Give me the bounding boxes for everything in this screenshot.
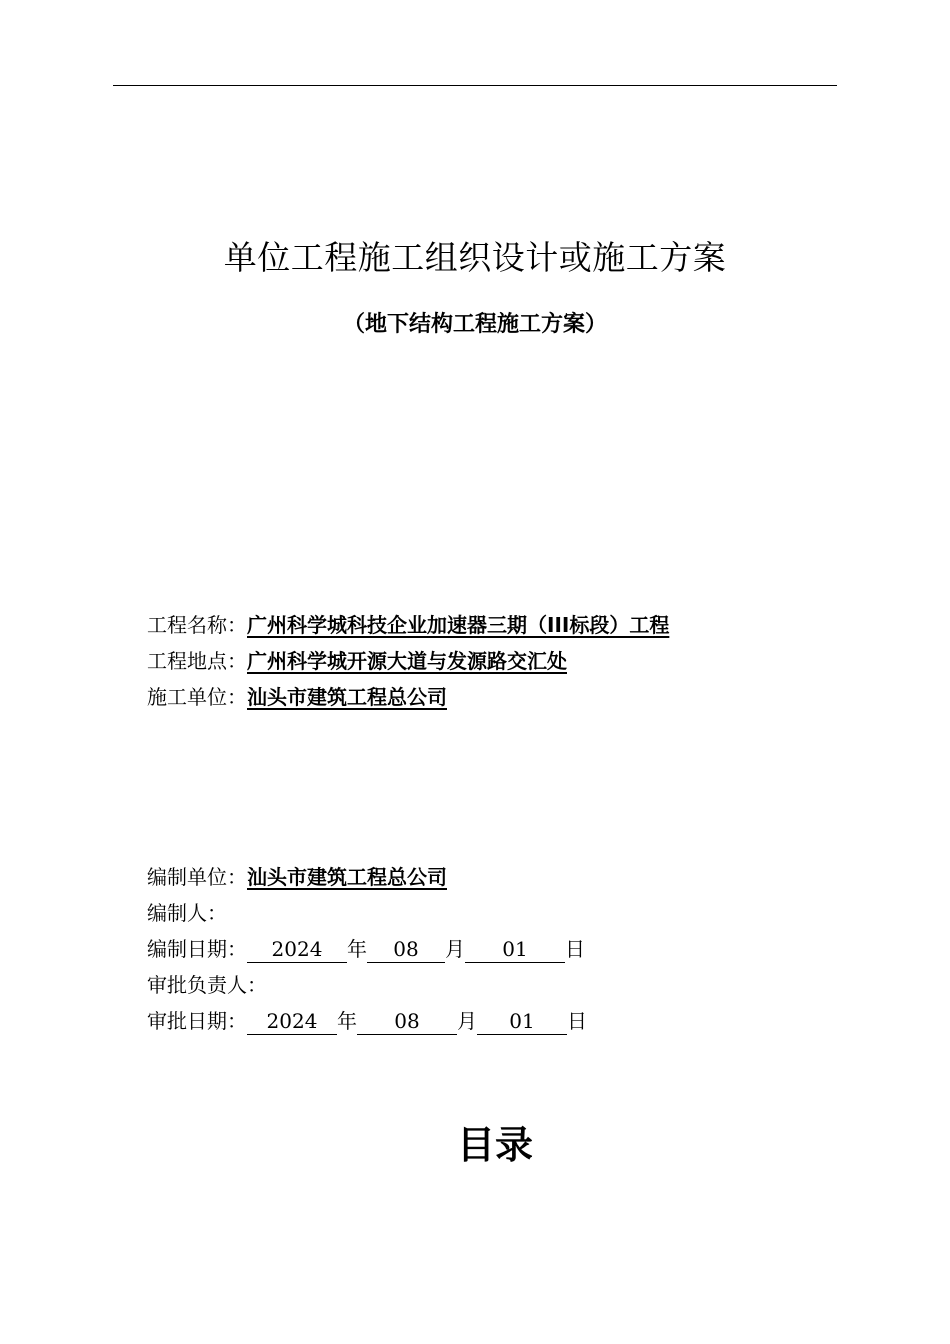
approve-month-field: 08 bbox=[357, 1008, 457, 1035]
approve-date-label: 审批日期： bbox=[147, 1009, 247, 1033]
project-location-value: 广州科学城开源大道与发源路交汇处 bbox=[247, 649, 567, 673]
compile-month-char: 月 bbox=[445, 937, 465, 961]
approve-year-char: 年 bbox=[337, 1009, 357, 1033]
compile-date-label: 编制日期： bbox=[147, 937, 247, 961]
approve-month-char: 月 bbox=[457, 1009, 477, 1033]
document-title: 单位工程施工组织设计或施工方案 bbox=[223, 238, 727, 277]
compile-year-char: 年 bbox=[347, 937, 367, 961]
approver-label: 审批负责人： bbox=[147, 973, 267, 997]
approve-day-char: 日 bbox=[567, 1009, 587, 1033]
project-info bbox=[147, 607, 907, 715]
compile-unit-label: 编制单位： bbox=[147, 865, 247, 889]
compile-year-field: 2024 bbox=[247, 936, 347, 963]
document-subtitle: （地下结构工程施工方案） bbox=[342, 312, 607, 337]
approve-day-field: 01 bbox=[477, 1008, 567, 1035]
project-name-row bbox=[147, 607, 907, 643]
compiler-row bbox=[147, 895, 907, 931]
compile-month-field: 08 bbox=[367, 936, 445, 963]
project-name-label: 工程名称： bbox=[147, 613, 247, 637]
contractor-value: 汕头市建筑工程总公司 bbox=[247, 685, 447, 709]
contractor-label: 施工单位： bbox=[147, 685, 247, 709]
compile-day-char: 日 bbox=[565, 937, 585, 961]
project-location-row bbox=[147, 643, 907, 679]
compile-date-row bbox=[147, 931, 907, 967]
compile-info bbox=[147, 859, 907, 1039]
toc-heading: 目录 bbox=[456, 1123, 533, 1167]
project-name-value: 广州科学城科技企业加速器三期（III标段）工程 bbox=[247, 613, 670, 637]
approve-date-row bbox=[147, 1003, 907, 1039]
header-rule bbox=[113, 85, 837, 86]
contractor-row bbox=[147, 679, 907, 715]
approve-year-field: 2024 bbox=[247, 1008, 337, 1035]
approver-row bbox=[147, 967, 907, 1003]
compile-unit-value: 汕头市建筑工程总公司 bbox=[247, 865, 447, 889]
project-location-label: 工程地点： bbox=[147, 649, 247, 673]
compile-unit-row bbox=[147, 859, 907, 895]
compile-day-field: 01 bbox=[465, 936, 565, 963]
compiler-label: 编制人： bbox=[147, 901, 227, 925]
